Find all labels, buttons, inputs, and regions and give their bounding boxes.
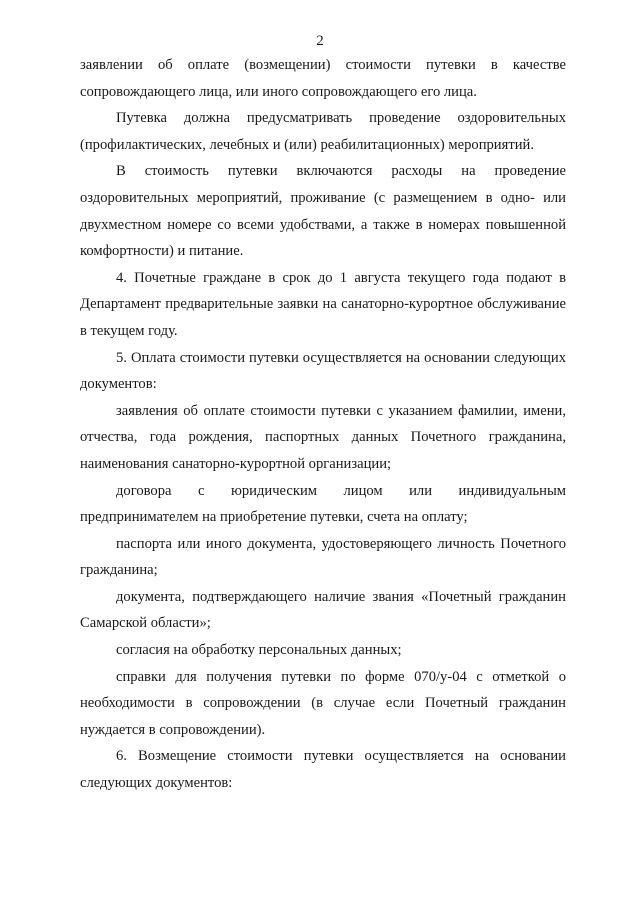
paragraph-7: договора с юридическим лицом или индивидуальным предпринимателем на приобретение путевки, счета на оплату; [80, 482, 566, 526]
paragraph-11: справки для получения путевки по форме 070/у-04 с отметкой о необходимости в сопровождении (в случае если Почетный гражданин нуждается в сопровождении). [80, 668, 566, 738]
paragraph-10: согласия на обработку персональных данных; [116, 642, 402, 659]
paragraph-8: паспорта или иного документа, удостоверяющего личность Почетного гражданина; [80, 535, 566, 579]
document-body [80, 52, 566, 797]
paragraph-12: 6. Возмещение стоимости путевки осуществляется на основании следующих документов: [80, 748, 566, 792]
paragraph-3: В стоимость путевки включаются расходы на проведение оздоровительных мероприятий, проживание (с размещением в одно- или двухместном номере со всеми удобствами, а также в номерах повышенной комфортности) и питание. [80, 163, 566, 260]
paragraph-4: 4. Почетные граждане в срок до 1 августа текущего года подают в Департамент предварительные заявки на санаторно-курортное обслуживание в текущем году. [80, 269, 566, 339]
paragraph-9: документа, подтверждающего наличие звания «Почетный гражданин Самарской области»; [80, 588, 566, 632]
paragraph-6: заявления об оплате стоимости путевки с указанием фамилии, имени, отчества, года рождения, паспортных данных Почетного гражданина, наименования санаторно-курортной организации; [80, 402, 566, 472]
paragraph-5: 5. Оплата стоимости путевки осуществляется на основании следующих документов: [80, 349, 566, 393]
page-number: 2 [316, 33, 324, 49]
paragraph-2: Путевка должна предусматривать проведение оздоровительных (профилактических, лечебных и (или) реабилитационных) мероприятий. [80, 110, 566, 153]
paragraph-1: заявлении об оплате (возмещении) стоимости путевки в качестве сопровождающего лица, или иного сопровождающего его лица. [80, 57, 566, 100]
